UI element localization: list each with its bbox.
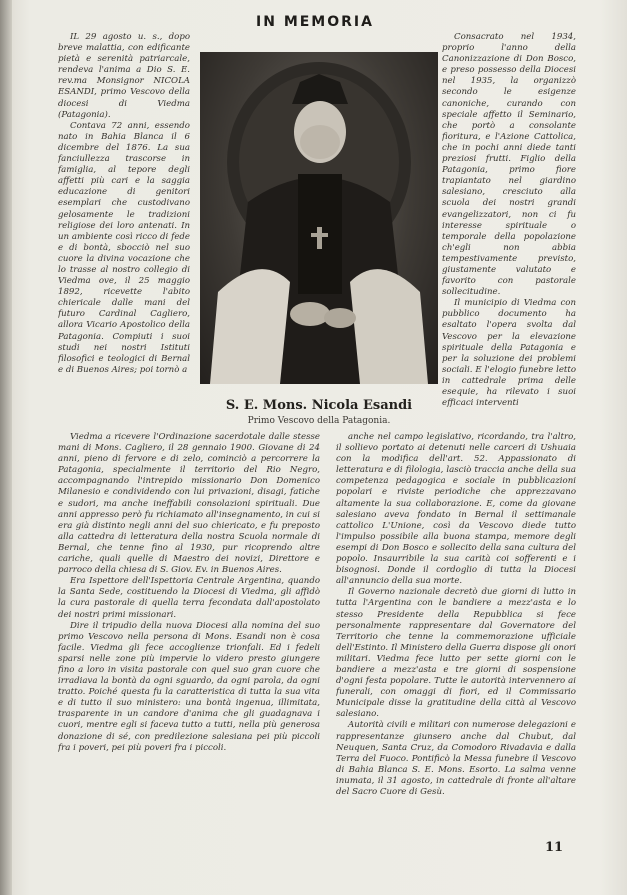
paragraph: Dire il tripudio della nuova Diocesi alla nomina del suo primo Vescovo nella persona di Mons. Esandi non è cosa facile. Viedma gli fece accoglienze trionfali. Ed i fedeli sparsi nelle zone più impervie lo videro presto giungere fino a loro in visita pastorale con quel suo gran cuore che irradiava la bontà da ogni sguardo, da ogni parola, da ogni tratto. Poiché questa fu la caratteristica di tutta la sua vita e di tutto il suo ministero: una bontà ingenua, illimitata, trasparente in un candore d'anima che gli guadagnava i cuori, mentre egli si faceva tutto a tutti, nella più generosa donazione di sé, con predilezione salesiana pei più piccoli fra i poveri, pei più poveri fra i piccoli. [58, 620, 320, 753]
paragraph: Consacrato nel 1934, proprio l'anno della Canonizzazione di Don Bosco, e preso possesso della Diocesi nel 1935, la organizzò secondo le esigenze canoniche, curando con speciale affetto il Seminario, che portò a consolante fioritura, e l'Azione Cattolica, che in pochi anni diede tanti preziosi frutti. Figlio della Patagonia, primo fiore trapiantato nel giardino salesiano, cresciuto alla scuola dei nostri grandi evangelizzatori, non ci fu interesse spirituale o temporale della popolazione ch'egli non abbia tempestivamente previsto, giustamente valutato e favorito con pastorale sollecitudine. [442, 32, 576, 298]
paragraph: Contava 72 anni, essendo nato in Bahia Blanca il 6 dicembre del 1876. La sua fanciullezza trascorse in famiglia, al tepore degli affetti più cari e la saggia educazione di genitori esemplari che custodivano gelosamente le tradizioni religiose dei loro antenati. In un ambiente così ricco di fede e di bontà, sbocciò nel suo cuore la divina vocazione che lo trasse al nostro collegio di Viedma ove, il 25 maggio 1892, ricevette l'abito chiericale dalle mani del futuro Cardinal Cagliero, allora Vicario Apostolico della Patagonia. Compiuti i suoi studi nei nostri Istituti filosofici e teologici di Bernal e di Buenos Aires; poi tornò a [58, 120, 190, 375]
paragraph: IL 29 agosto u. s., dopo breve malattia, con edificante pietà e serenità patriarcale, rendeva l'anima a Dio S. E. rev.ma Monsignor NICOLA ESANDI, primo Vescovo della diocesi di Viedma (Patagonia). [58, 32, 190, 120]
photo-caption-subtitle: Primo Vescovo della Patagonia. [247, 416, 391, 426]
photo-caption-title: S. E. Mons. Nicola Esandi [225, 398, 413, 413]
paragraph: Autorità civili e militari con numerose delegazioni e rappresentanze giunsero anche dal Chubut, dal Neuquen, Santa Cruz, da Comodoro Rivadavia e dalla Terra del Fuoco. Pontificò la Messa funebre il Vescovo di Bahia Blanca S. E. Mons. Esorto. La salma venne inumata, il 31 agosto, in cattedrale di fronte all'altare del Sacro Cuore di Gesù. [336, 720, 576, 797]
section-heading: IN MEMORIA [256, 14, 374, 30]
column-bottom-left [58, 432, 320, 812]
column-top-left [58, 32, 190, 418]
binding-edge [0, 0, 12, 895]
portrait-photo [200, 52, 438, 384]
column-bottom-right [336, 432, 576, 812]
paragraph: Il municipio di Viedma con pubblico documento ha esaltato l'opera svolta dal Vescovo per la elevazione spirituale della Patagonia e per la soluzione dei problemi sociali. E l'elogio funebre letto in cattedrale prima delle esequie, ha rilevato i suoi efficaci interventi [442, 298, 576, 409]
paragraph: anche nel campo legislativo, ricordando, tra l'altro, il sollievo portato ai detenuti nelle carceri di Ushuaia con la modifica dell'art. 52. Appassionato di letteratura e di filologia, lasciò traccia anche della sua competenza pedagogica e sociale in pubblicazioni popolari e riviste periodiche che apprezzavano altamente la sua collaborazione. E, come da giovane salesiano aveva fondato in Bernal il settimanale cattolico L'Unione, così da Vescovo diede tutto l'impulso possibile alla buona stampa, memore degli esempi di Don Bosco e sollecito della sana cultura del popolo. Insaurribile la sua carità coi sofferenti e i bisognosi. Donde il cordoglio di tutta la Diocesi all'annuncio della sua morte. [336, 432, 576, 587]
column-top-right [442, 32, 576, 418]
paragraph: Viedma a ricevere l'Ordinazione sacerdotale dalle stesse mani di Mons. Cagliero, il 28 gennaio 1900. Giovane di 24 anni, pieno di fervore e di zelo, cominciò a percorrere la Patagonia, specialmente il territorio del Rio Negro, accompagnando l'intrepido missionario Don Domenico Milanesio e condividendo con lui privazioni, disagi, fatiche e sudori, ma anche ineffabili consolazioni spirituali. Due anni appresso però fu richiamato all'insegnamento, in cui si era già distinto negli anni del suo chiericato, e fu preposto alla cattedra di letteratura della nostra Scuola normale di Bernal, che tenne fino al 1930, pur ricoprendo altre cariche, quali quelle di Maestro dei novizi, Direttore e parroco della chiesa di S. Giov. Ev. in Buenos Aires. [58, 432, 320, 576]
paragraph: Il Governo nazionale decretò due giorni di lutto in tutta l'Argentina con le bandiere a mezz'asta e lo stesso Presidente della Repubblica si fece personalmente rappresentare dal Governatore del Territorio che tenne la commemorazione ufficiale dell'Estinto. Il Ministero della Guerra dispose gli onori militari. Viedma fece lutto per sette giorni con le bandiere a mezz'asta e tre giorni di sospensione d'ogni festa popolare. Tutte le autorità intervennero ai funerali, con omaggi di fiori, ed il Commissario Municipale disse la gratitudine della città al Vescovo salesiano. [336, 587, 576, 720]
page-number: 11 [545, 840, 564, 855]
portrait-figure [200, 52, 438, 384]
paragraph: Era Ispettore dell'Ispettoria Centrale Argentina, quando la Santa Sede, costituendo la Diocesi di Viedma, gli affidò la cura pastorale di quella terra fecondata dall'apostolato dei nostri primi missionari. [58, 576, 320, 620]
